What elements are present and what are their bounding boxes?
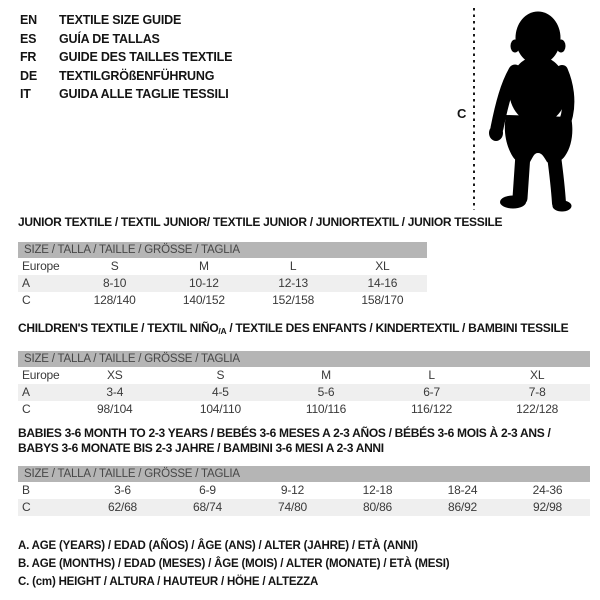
cell: S (110, 258, 119, 273)
cell: L (428, 367, 435, 382)
legend-line-c: C. (cm) HEIGHT / ALTURA / HAUTEUR / HÖHE / ALTEZZA (18, 576, 319, 588)
toddler-silhouette-icon (482, 7, 594, 215)
cell: 24-36 (532, 483, 563, 497)
lang-code: DE (20, 68, 37, 83)
row-label: A (22, 275, 30, 290)
table-row (18, 292, 427, 309)
row-label: Europe (22, 367, 60, 382)
cell: 10-12 (189, 275, 219, 290)
table-title-part: CHILDREN'S TEXTILE / TEXTIL NIÑO (18, 321, 219, 335)
table-title-part: / TEXTILE DES ENFANTS / KINDERTEXTIL / BAMBINI TESSILE (226, 321, 569, 335)
cell: 152/158 (272, 292, 315, 307)
lang-row-fr (20, 48, 232, 67)
lang-title: TEXTILE SIZE GUIDE (59, 13, 182, 27)
measurement-legend (18, 537, 449, 591)
cell: M (198, 258, 209, 273)
table-row (18, 275, 427, 292)
lang-title: GUÍA DE TALLAS (59, 31, 160, 46)
cell: 128/140 (93, 292, 136, 307)
cell: 74/80 (277, 500, 308, 514)
cell: XL (375, 258, 390, 273)
lang-title: GUIDE DES TAILLES TEXTILE (59, 50, 233, 64)
lang-row-it (20, 85, 232, 104)
table-title-subscript: /A (218, 326, 227, 336)
cell: 5-6 (317, 384, 335, 399)
childrens-textile-table (18, 321, 590, 418)
language-title-list (20, 11, 232, 104)
cell: 4-5 (212, 384, 229, 399)
lang-code: ES (20, 31, 37, 46)
table-title: JUNIOR TEXTILE / TEXTIL JUNIOR/ TEXTILE JUNIOR / JUNIORTEXTIL / JUNIOR TESSILE (18, 215, 503, 229)
legend-line-b: B. AGE (MONTHS) / EDAD (MESES) / ÂGE (MOIS) / ALTER (MONATE) / ETÀ (MESI) (18, 558, 450, 570)
row-label: Europe (22, 258, 60, 273)
cell: M (321, 367, 331, 382)
lang-row-en (20, 11, 232, 30)
height-label: C (457, 106, 467, 121)
cell: 68/74 (192, 500, 223, 514)
lang-title: GUIDA ALLE TAGLIE TESSILI (59, 87, 229, 101)
lang-row-de (20, 67, 232, 86)
row-label: C (22, 401, 31, 416)
table-title-line1: BABIES 3-6 MONTH TO 2-3 YEARS / BEBÉS 3-6 MESES A 2-3 AÑOS / BÉBÉS 3-6 MOIS À 2-3 ANS / (18, 426, 551, 440)
cell: 62/68 (107, 500, 138, 514)
cell: 3-4 (106, 384, 124, 399)
cell: XL (530, 367, 545, 382)
cell: 6-9 (199, 483, 216, 497)
cell: 12-13 (278, 275, 308, 290)
height-measure-line (473, 8, 475, 210)
legend-line-a: A. AGE (YEARS) / EDAD (AÑOS) / ÂGE (ANS) / ALTER (JAHRE) / ETÀ (ANNI) (18, 540, 418, 552)
table-title (18, 321, 590, 339)
cell: 6-7 (423, 384, 440, 399)
cell: 104/110 (199, 401, 241, 416)
cell: 14-16 (367, 275, 398, 290)
lang-title: TEXTILGRÖßENFÜHRUNG (59, 68, 215, 83)
babies-textile-table (18, 426, 590, 516)
cell: XS (106, 367, 123, 382)
junior-textile-table (18, 215, 503, 309)
lang-code: EN (20, 13, 37, 27)
cell: 3-6 (114, 483, 131, 497)
cell: 98/104 (97, 401, 133, 416)
size-header-bar: SIZE / TALLA / TAILLE / GRÖSSE / TAGLIA (18, 351, 590, 367)
cell: 122/128 (516, 401, 559, 416)
table-row (18, 367, 590, 384)
table-row (18, 499, 590, 516)
row-label: A (22, 384, 30, 399)
cell: 8-10 (103, 275, 127, 290)
table-row (18, 258, 427, 275)
cell: 12-18 (362, 483, 393, 497)
cell: 9-12 (280, 483, 305, 497)
cell: 140/152 (182, 292, 225, 307)
cell: 158/170 (361, 292, 404, 307)
cell: S (216, 367, 225, 382)
cell: 110/116 (305, 401, 347, 416)
height-figure (450, 5, 600, 217)
cell: 80/86 (362, 500, 393, 514)
cell: 86/92 (447, 500, 478, 514)
cell: 7-8 (528, 384, 546, 399)
cell: 18-24 (447, 483, 478, 497)
table-title-line2: BABYS 3-6 MONATE BIS 2-3 JAHRE / BAMBINI 3-6 MESI A 2-3 ANNI (18, 440, 384, 455)
table-row (18, 482, 590, 499)
lang-code: IT (20, 87, 31, 101)
cell: L (289, 258, 297, 273)
row-label: B (22, 483, 30, 497)
cell: 92/98 (532, 500, 563, 514)
row-label: C (22, 500, 31, 514)
lang-code: FR (20, 50, 37, 64)
table-row (18, 401, 590, 418)
size-header-bar: SIZE / TALLA / TAILLE / GRÖSSE / TAGLIA (18, 242, 427, 258)
size-header-bar: SIZE / TALLA / TAILLE / GRÖSSE / TAGLIA (18, 466, 590, 482)
lang-row-es (20, 30, 232, 49)
cell: 116/122 (411, 401, 453, 416)
table-row (18, 384, 590, 401)
row-label: C (22, 292, 31, 307)
